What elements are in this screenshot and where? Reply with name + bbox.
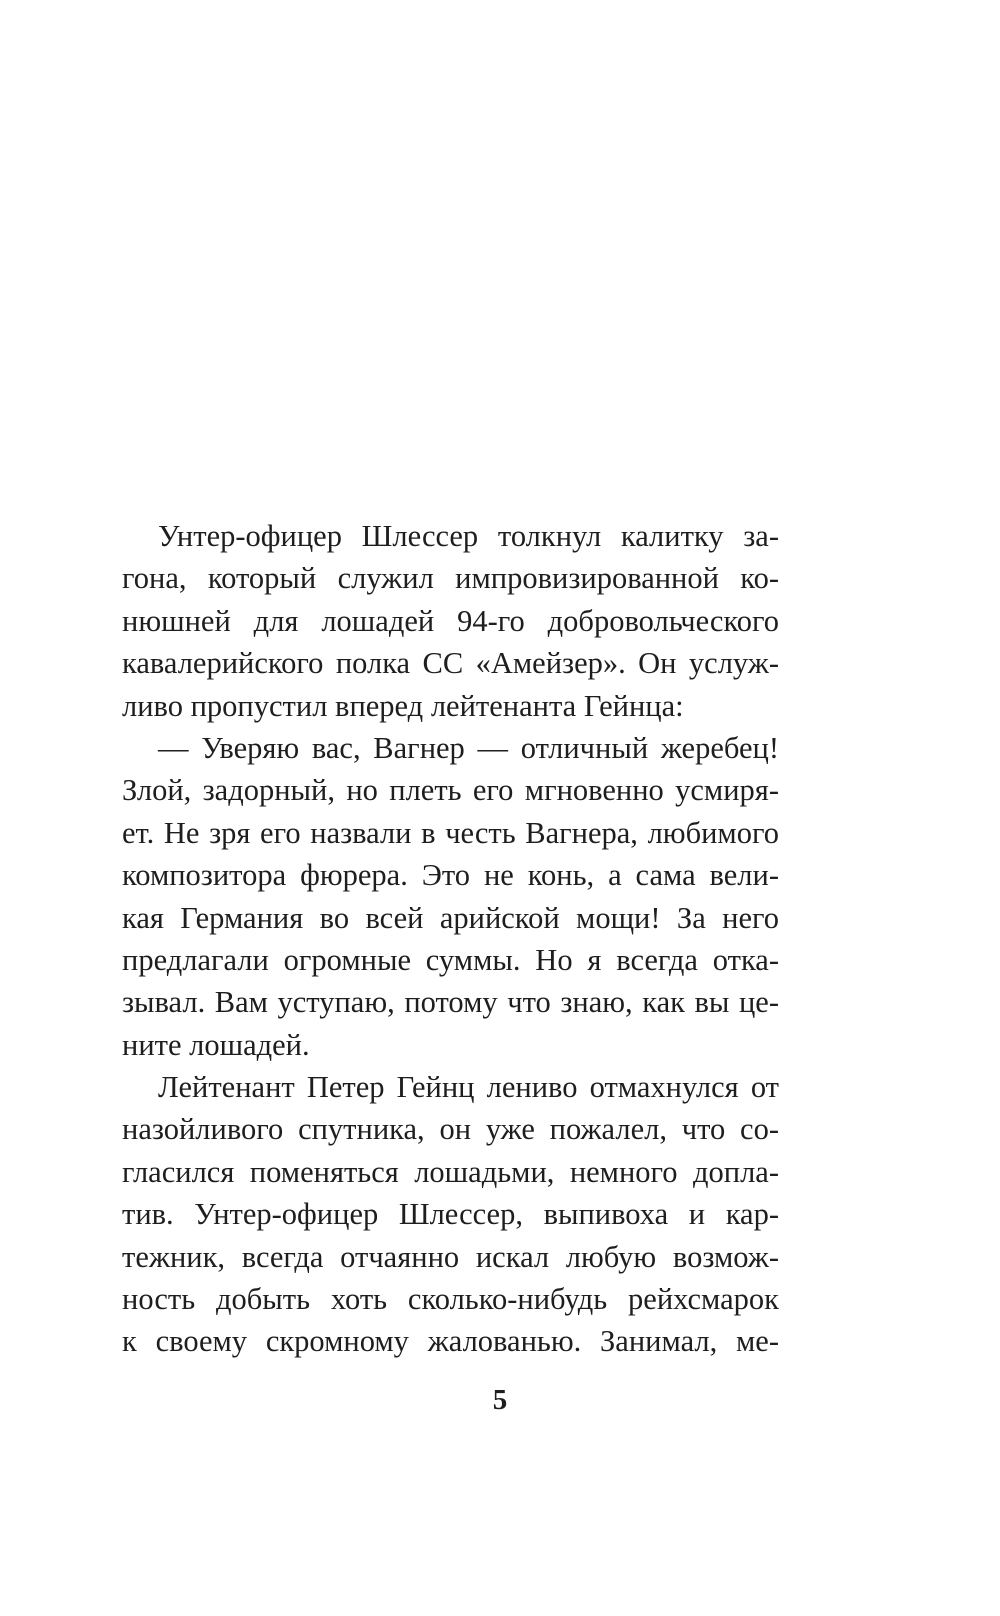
text-line: к своему скромному жалованью. Занимал, ме- <box>122 1324 779 1359</box>
text-line: ет. Не зря его назвали в честь Вагнера, любимого <box>122 815 779 850</box>
text-line: — Уверяю вас, Вагнер — отличный жеребец! <box>158 730 779 765</box>
text-line: предлагали огромные суммы. Но я всегда отка- <box>122 942 779 977</box>
text-line: Унтер-офицер Шлессер толкнул калитку за- <box>158 519 779 553</box>
text-line: кая Германия во всей арийской мощи! За него <box>122 900 779 935</box>
text-line: Лейтенант Петер Гейнц лениво отмахнулся от <box>158 1070 779 1105</box>
text-line: композитора фюрера. Это не конь, а сама вели- <box>122 858 779 893</box>
text-line: кавалерийского полка СС «Амейзер». Он услуж- <box>122 646 779 681</box>
body-text <box>122 515 779 1363</box>
text-line: нюшней для лошадей 94-го добровольческого <box>122 603 779 638</box>
text-line: ливо пропустил вперед лейтенанта Гейнца: <box>122 688 684 723</box>
text-line: тежник, всегда отчаянно искал любую возмож- <box>122 1239 779 1274</box>
text-line: ните лошадей. <box>122 1027 310 1062</box>
text-line: зывал. Вам уступаю, потому что знаю, как вы це- <box>122 985 779 1020</box>
text-line: тив. Унтер-офицер Шлессер, выпивоха и кар- <box>122 1197 779 1232</box>
text-line: ность добыть хоть сколько-нибудь рейхсмарок <box>122 1282 779 1317</box>
text-line: Злой, задорный, но плеть его мгновенно усмиря- <box>122 773 779 808</box>
page-number: 5 <box>492 1384 508 1416</box>
text-line: назойливого спутника, он уже пожалел, что со- <box>122 1112 779 1147</box>
text-line: гласился поменяться лошадьми, немного допла- <box>122 1154 779 1189</box>
text-line: гона, который служил импровизированной ко- <box>122 561 779 596</box>
